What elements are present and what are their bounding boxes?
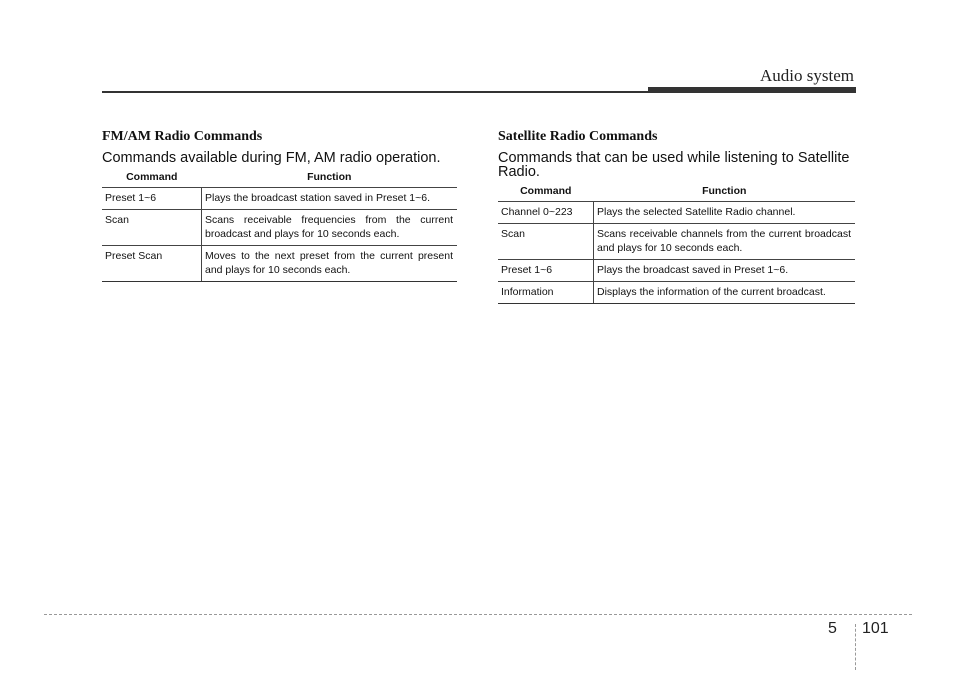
fm-am-section bbox=[102, 129, 457, 282]
table-row bbox=[102, 188, 457, 210]
column-header-command: Command bbox=[498, 182, 594, 202]
function-cell: Plays the broadcast saved in Preset 1~6. bbox=[594, 260, 856, 282]
fm-am-command-table bbox=[102, 168, 457, 282]
section-title: Satellite Radio Commands bbox=[498, 129, 658, 144]
function-cell: Scans receivable frequencies from the current broadcast and plays for 10 seconds each. bbox=[202, 210, 458, 246]
command-cell: Information bbox=[498, 282, 594, 304]
table-row bbox=[498, 282, 855, 304]
footer-rule bbox=[44, 614, 912, 615]
table-header-row bbox=[102, 168, 457, 188]
command-cell: Scan bbox=[498, 224, 594, 260]
section-intro: Commands that can be used while listening to Satellite Radio. bbox=[498, 150, 850, 180]
function-cell: Plays the selected Satellite Radio channel. bbox=[594, 202, 856, 224]
function-cell: Scans receivable channels from the current broadcast and plays for 10 seconds each. bbox=[594, 224, 856, 260]
satellite-section bbox=[498, 129, 855, 304]
table-row bbox=[102, 210, 457, 246]
section-intro: Commands available during FM, AM radio operation. bbox=[102, 150, 441, 166]
header-rule bbox=[102, 91, 648, 93]
command-cell: Preset Scan bbox=[102, 246, 202, 282]
satellite-command-table bbox=[498, 182, 855, 304]
function-cell: Moves to the next preset from the current present and plays for 10 seconds each. bbox=[202, 246, 458, 282]
command-cell: Preset 1~6 bbox=[498, 260, 594, 282]
chapter-number: 5 bbox=[828, 620, 837, 637]
column-header-function: Function bbox=[202, 168, 458, 188]
section-title: FM/AM Radio Commands bbox=[102, 129, 263, 144]
function-cell: Plays the broadcast station saved in Preset 1~6. bbox=[202, 188, 458, 210]
table-row bbox=[498, 260, 855, 282]
page-number-divider bbox=[855, 624, 856, 670]
page-header-title: Audio system bbox=[760, 66, 854, 85]
table-row bbox=[498, 224, 855, 260]
command-cell: Channel 0~223 bbox=[498, 202, 594, 224]
page-number: 101 bbox=[862, 620, 889, 637]
command-cell: Preset 1~6 bbox=[102, 188, 202, 210]
table-row bbox=[102, 246, 457, 282]
column-header-command: Command bbox=[102, 168, 202, 188]
header-rule-accent bbox=[648, 87, 856, 93]
function-cell: Displays the information of the current broadcast. bbox=[594, 282, 856, 304]
table-row bbox=[498, 202, 855, 224]
table-header-row bbox=[498, 182, 855, 202]
column-header-function: Function bbox=[594, 182, 856, 202]
command-cell: Scan bbox=[102, 210, 202, 246]
